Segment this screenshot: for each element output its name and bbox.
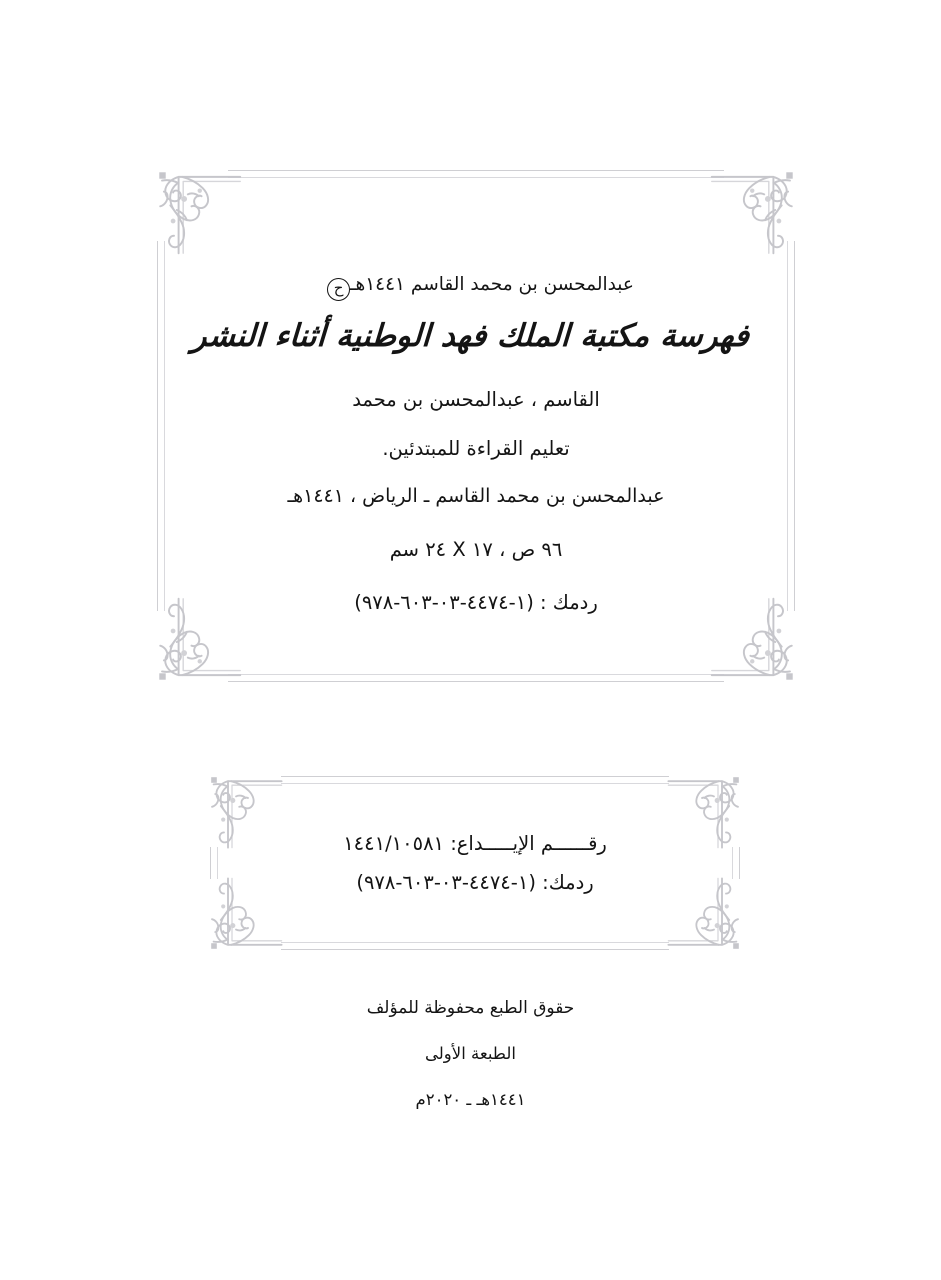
deposit-number-line: رقــــــم الإيـــــداع: ١٤٤١/١٠٥٨١ bbox=[343, 832, 607, 855]
cip-record-extent: ٩٦ ص ، ١٧ X ٢٤ سم bbox=[389, 538, 563, 561]
cip-record-imprint: عبدالمحسن بن محمد القاسم ـ الرياض ، ١٤٤١هـ bbox=[287, 485, 665, 507]
cip-record-body bbox=[190, 210, 750, 652]
copyright-statement bbox=[203, 276, 749, 301]
cip-record-title: تعليم القراءة للمبتدئين. bbox=[382, 436, 570, 460]
cip-record-author: القاسم ، عبدالمحسن بن محمد bbox=[352, 388, 600, 411]
cip-record-isbn: ردمك : (١-٤٤٧٤-٠٣-٦٠٣-٩٧٨) bbox=[354, 590, 598, 614]
copyright-reserved-text: حقوق الطبع محفوظة للمؤلف bbox=[366, 998, 575, 1018]
colophon-block bbox=[0, 1000, 941, 1108]
copyright-holder-text: عبدالمحسن بن محمد القاسم ١٤٤١هـ bbox=[350, 274, 634, 295]
cip-heading: فهرسة مكتبة الملك فهد الوطنية أثناء النشر bbox=[190, 318, 750, 354]
edition-text: الطبعة الأولى bbox=[425, 1044, 516, 1063]
cip-ornamental-frame bbox=[157, 170, 795, 682]
arabic-copyright-mark-icon: ح bbox=[327, 278, 350, 301]
deposit-ornamental-frame bbox=[210, 776, 740, 950]
deposit-record-body bbox=[210, 776, 740, 950]
publication-years-text: ١٤٤١هـ ـ ٢٠٢٠م bbox=[415, 1089, 526, 1109]
isbn-line: ردمك: (١-٤٤٧٤-٠٣-٦٠٣-٩٧٨) bbox=[356, 871, 594, 894]
